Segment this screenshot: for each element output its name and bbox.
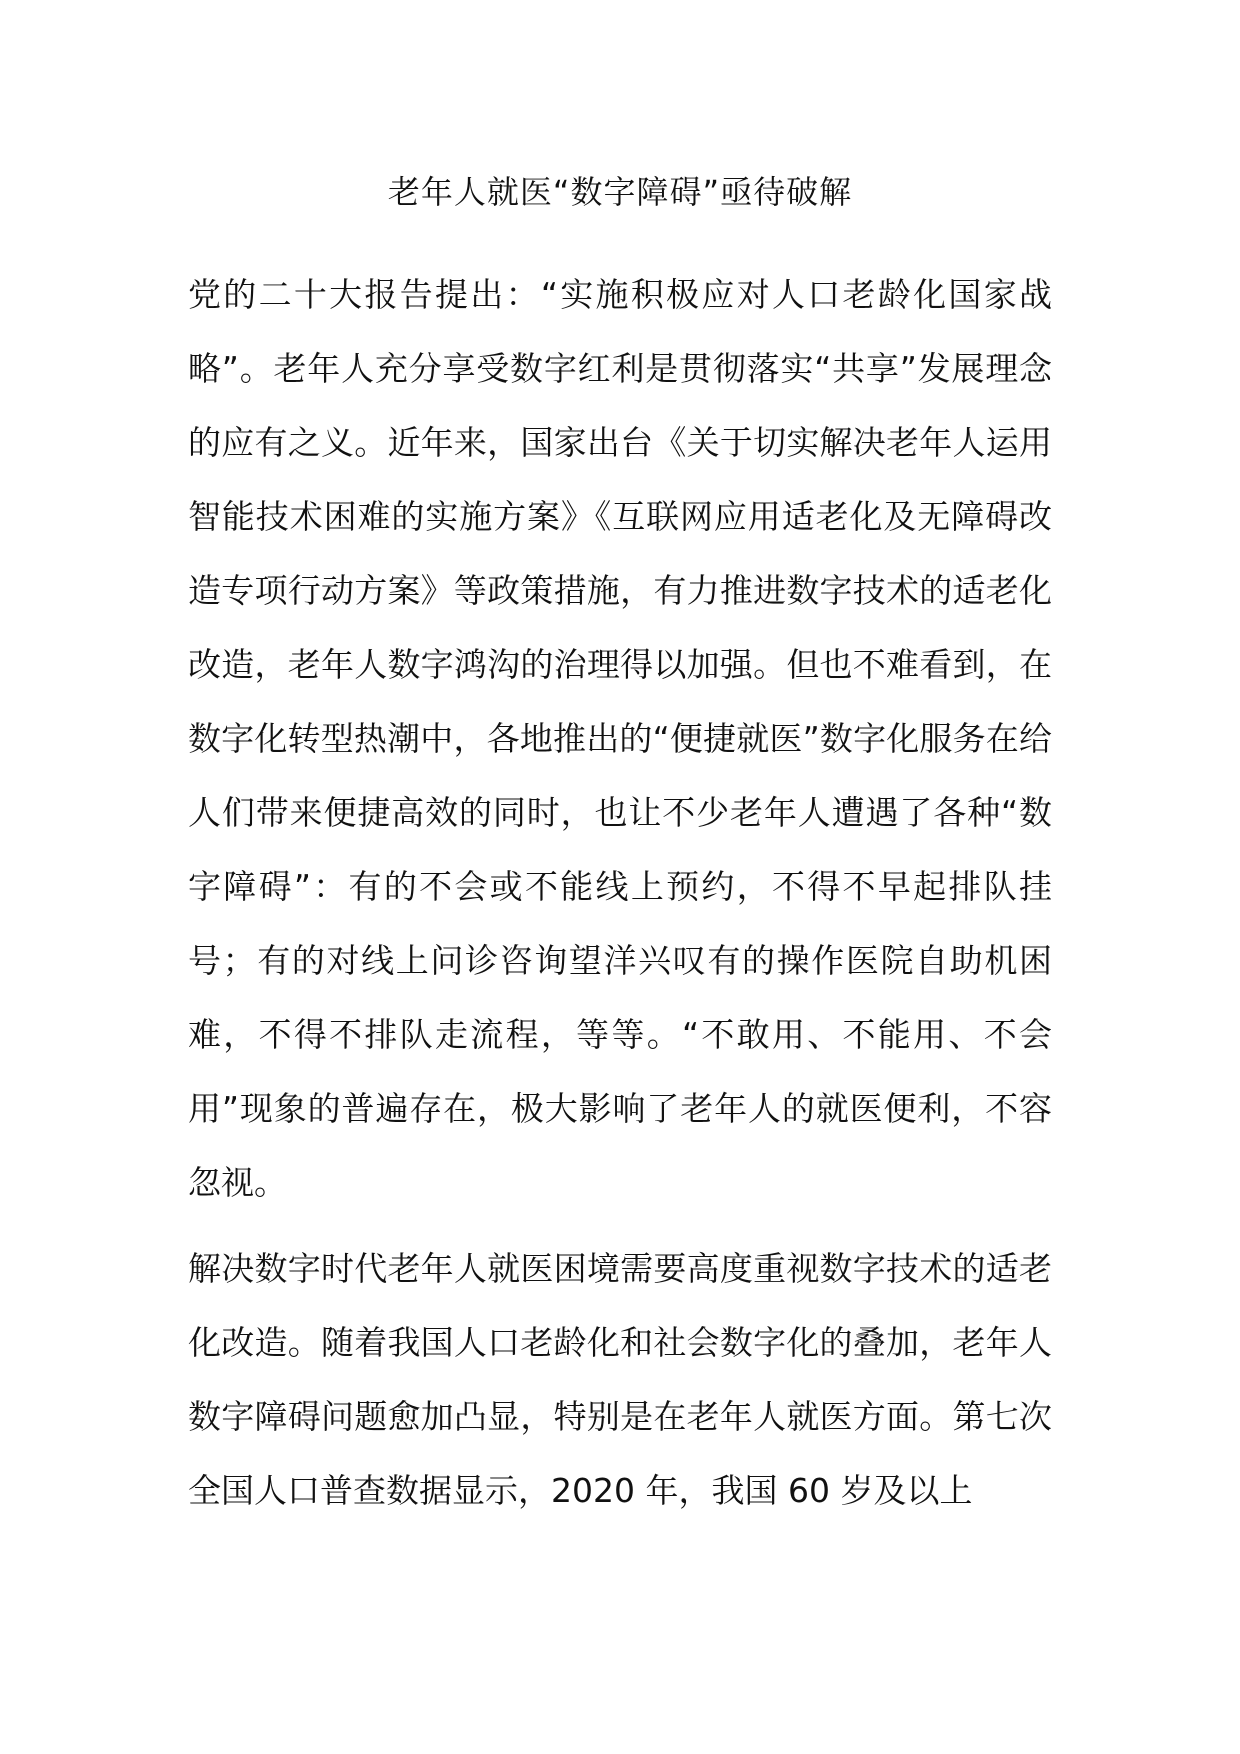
paragraph-1: 党的二十大报告提出：“实施积极应对人口老龄化国家战略”。老年人充分享受数字红利是贯彻落实“共享”发展理念的应有之义。近年来，国家出台《关于切实解决老年人运用智能技术困难的实施方案》《互联网应用适老化及无障碍改造专项行动方案》等政策措施，有力推进数字技术的适老化改造，老年人数字鸿沟的治理得以加强。但也不难看到，在数字化转型热潮中，各地推出的“便捷就医”数字化服务在给人们带来便捷高效的同时，也让不少老年人遭遇了各种“数字障碍”：有的不会或不能线上预约，不得不早起排队挂号；有的对线上问诊咨询望洋兴叹有的操作医院自助机困难，不得不排队走流程，等等。“不敢用、不能用、不会用”现象的普遍存在，极大影响了老年人的就医便利，不容忽视。: [188, 275, 1052, 1202]
document-title: 老年人就医“数字障碍”亟待破解: [387, 173, 853, 211]
paragraph-2: 解决数字时代老年人就医困境需要高度重视数字技术的适老化改造。随着我国人口老龄化和社会数字化的叠加，老年人数字障碍问题愈加凸显，特别是在老年人就医方面。第七次全国人口普查数据显示，2020 年，我国 60 岁及以上: [188, 1249, 1052, 1510]
document-body: [188, 258, 1052, 1528]
